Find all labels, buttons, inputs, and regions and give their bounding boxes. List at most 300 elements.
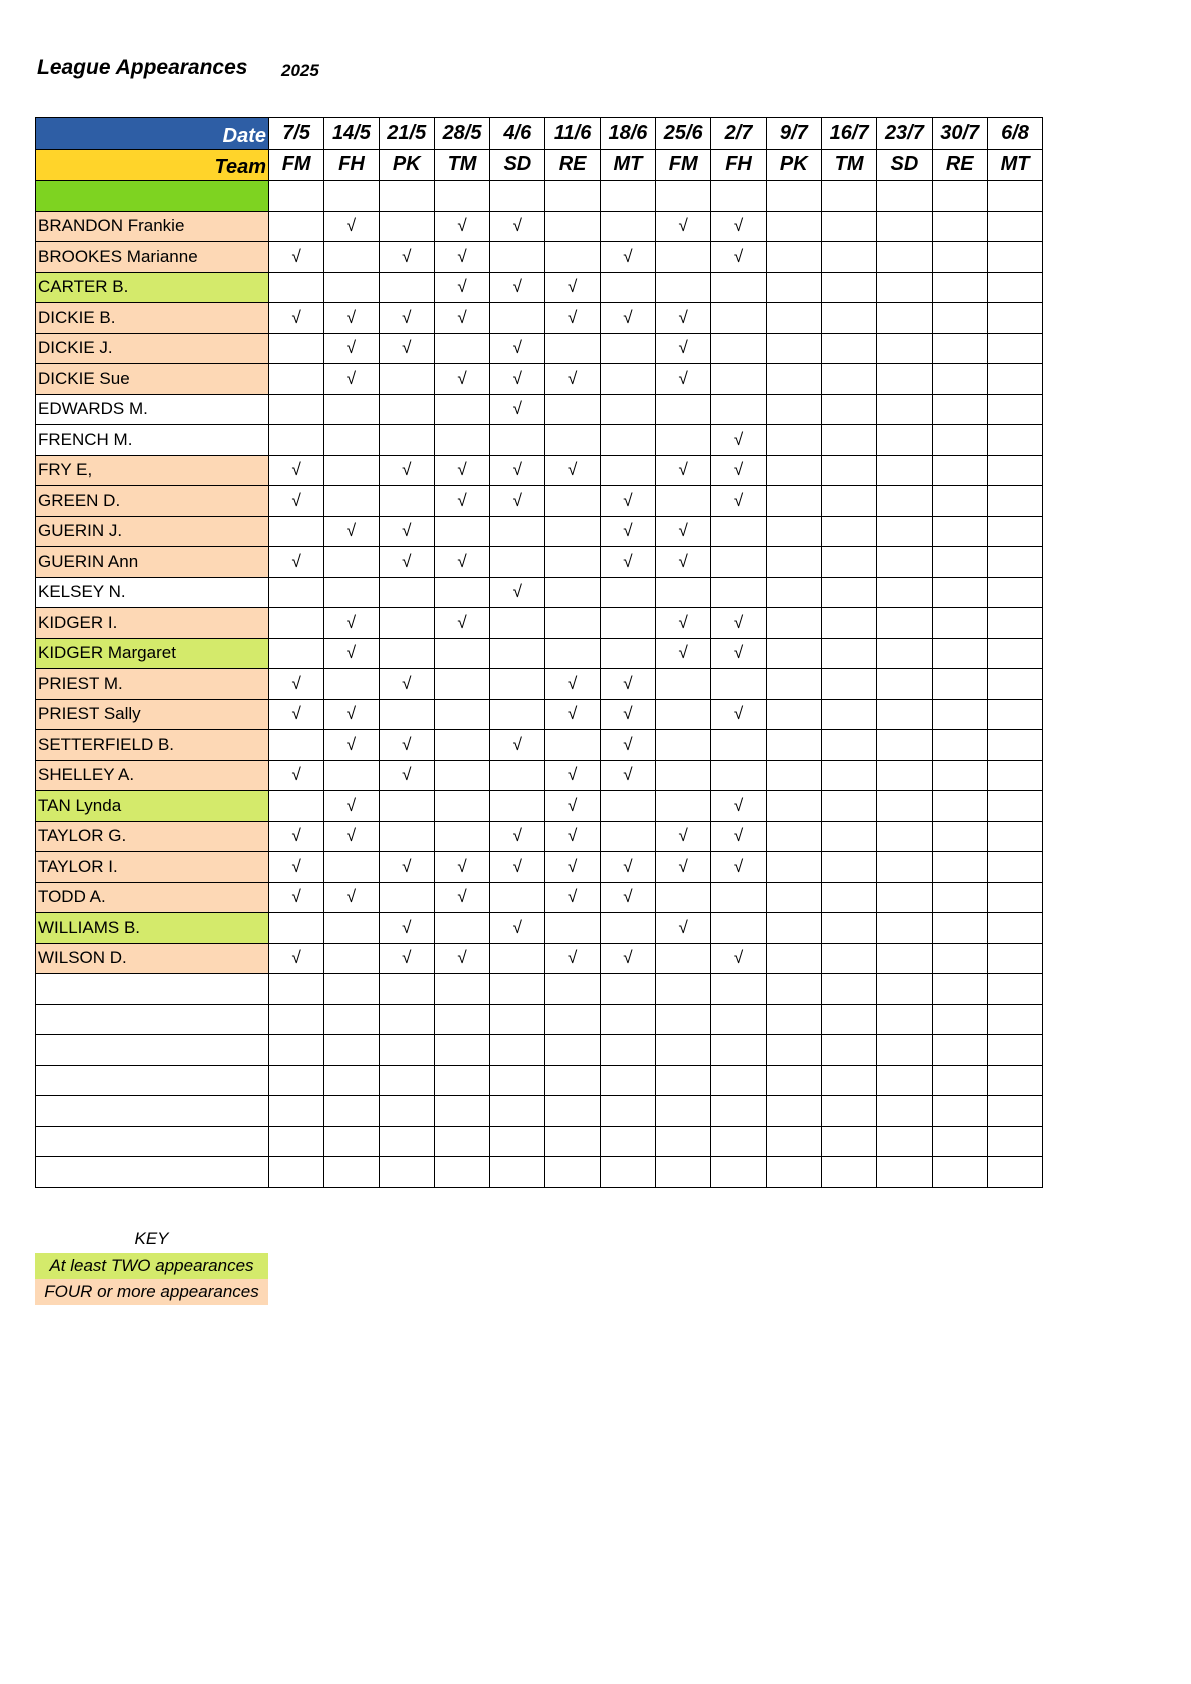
- appearance-cell: [600, 791, 655, 822]
- date-cell: 6/8: [987, 118, 1042, 150]
- appearance-cell: √: [379, 730, 434, 761]
- team-cell: MT: [600, 149, 655, 181]
- player-name: TAYLOR I.: [36, 852, 269, 883]
- appearance-cell: [324, 394, 379, 425]
- player-name: CARTER B.: [36, 272, 269, 303]
- spacer-cell: [36, 181, 269, 212]
- appearance-cell: [269, 394, 324, 425]
- appearance-cell: [821, 913, 876, 944]
- empty-cell: [656, 1065, 711, 1096]
- empty-cell: [821, 1065, 876, 1096]
- appearance-cell: √: [600, 943, 655, 974]
- date-cell: 2/7: [711, 118, 766, 150]
- appearance-cell: √: [434, 486, 489, 517]
- key-four-appearances: FOUR or more appearances: [35, 1279, 268, 1305]
- empty-cell: [490, 1004, 545, 1035]
- empty-name-cell: [36, 1004, 269, 1035]
- empty-cell: [932, 1157, 987, 1188]
- empty-cell: [877, 181, 932, 212]
- appearance-cell: √: [545, 943, 600, 974]
- player-name: BRANDON Frankie: [36, 211, 269, 242]
- player-name: PRIEST Sally: [36, 699, 269, 730]
- empty-cell: [324, 974, 379, 1005]
- appearance-cell: [877, 547, 932, 578]
- appearance-cell: √: [269, 303, 324, 334]
- appearance-cell: [490, 303, 545, 334]
- player-name: WILLIAMS B.: [36, 913, 269, 944]
- appearance-cell: [434, 760, 489, 791]
- appearance-cell: √: [600, 516, 655, 547]
- appearance-cell: [545, 730, 600, 761]
- appearance-cell: [821, 669, 876, 700]
- appearance-cell: √: [324, 364, 379, 395]
- date-cell: 21/5: [379, 118, 434, 150]
- appearance-cell: [600, 913, 655, 944]
- empty-cell: [711, 1096, 766, 1127]
- empty-cell: [434, 1035, 489, 1066]
- appearance-cell: [766, 547, 821, 578]
- empty-name-cell: [36, 1126, 269, 1157]
- appearance-cell: [877, 669, 932, 700]
- appearance-cell: [877, 638, 932, 669]
- empty-cell: [987, 1096, 1042, 1127]
- table-row: [36, 577, 1043, 608]
- appearance-cell: √: [600, 303, 655, 334]
- empty-cell: [711, 1157, 766, 1188]
- appearance-cell: [545, 333, 600, 364]
- appearance-cell: [932, 730, 987, 761]
- empty-cell: [711, 181, 766, 212]
- key-title: KEY: [134, 1229, 169, 1248]
- appearance-cell: √: [545, 791, 600, 822]
- empty-cell: [490, 1157, 545, 1188]
- appearance-cell: √: [545, 272, 600, 303]
- player-name: BROOKES Marianne: [36, 242, 269, 273]
- empty-cell: [821, 1035, 876, 1066]
- appearance-cell: [932, 394, 987, 425]
- empty-cell: [490, 1096, 545, 1127]
- appearance-cell: [987, 211, 1042, 242]
- date-cell: 28/5: [434, 118, 489, 150]
- appearance-cell: [821, 852, 876, 883]
- appearance-cell: [600, 425, 655, 456]
- player-name: FRENCH M.: [36, 425, 269, 456]
- appearance-cell: √: [379, 760, 434, 791]
- table-row: [36, 699, 1043, 730]
- appearance-cell: [711, 272, 766, 303]
- date-cell: 16/7: [821, 118, 876, 150]
- empty-cell: [877, 1004, 932, 1035]
- appearance-cell: [932, 303, 987, 334]
- date-cell: 23/7: [877, 118, 932, 150]
- table-row: [36, 242, 1043, 273]
- appearance-cell: √: [711, 242, 766, 273]
- appearance-cell: [711, 669, 766, 700]
- appearance-cell: √: [656, 455, 711, 486]
- appearance-cell: [766, 760, 821, 791]
- appearance-cell: √: [656, 516, 711, 547]
- blank-row: [36, 1035, 1043, 1066]
- appearance-cell: √: [711, 455, 766, 486]
- player-name: KELSEY N.: [36, 577, 269, 608]
- empty-cell: [600, 1004, 655, 1035]
- empty-cell: [379, 1065, 434, 1096]
- appearance-cell: [987, 272, 1042, 303]
- appearance-cell: [379, 791, 434, 822]
- empty-cell: [545, 181, 600, 212]
- table-row: [36, 791, 1043, 822]
- appearance-cell: [987, 699, 1042, 730]
- appearance-cell: [379, 364, 434, 395]
- date-cell: 14/5: [324, 118, 379, 150]
- empty-cell: [545, 1126, 600, 1157]
- empty-cell: [766, 974, 821, 1005]
- appearance-cell: [877, 333, 932, 364]
- appearance-cell: √: [490, 730, 545, 761]
- appearance-cell: [711, 333, 766, 364]
- appearance-cell: [821, 272, 876, 303]
- appearance-cell: √: [711, 852, 766, 883]
- appearance-cell: [821, 425, 876, 456]
- table-row: [36, 303, 1043, 334]
- empty-cell: [379, 1035, 434, 1066]
- appearance-cell: [766, 577, 821, 608]
- appearance-cell: [766, 455, 821, 486]
- table-row: [36, 669, 1043, 700]
- team-cell: RE: [545, 149, 600, 181]
- appearance-cell: [987, 669, 1042, 700]
- empty-cell: [600, 181, 655, 212]
- appearance-cell: [324, 242, 379, 273]
- appearance-cell: [324, 547, 379, 578]
- appearance-cell: √: [379, 455, 434, 486]
- empty-cell: [987, 1065, 1042, 1096]
- appearance-cell: [600, 455, 655, 486]
- appearance-cell: √: [545, 821, 600, 852]
- appearance-cell: [656, 730, 711, 761]
- page-title: League Appearances: [37, 56, 248, 79]
- appearance-cell: [821, 211, 876, 242]
- table-row: [36, 852, 1043, 883]
- player-name: DICKIE J.: [36, 333, 269, 364]
- appearance-cell: [656, 699, 711, 730]
- empty-cell: [600, 974, 655, 1005]
- appearance-cell: [490, 425, 545, 456]
- empty-cell: [269, 1035, 324, 1066]
- appearance-cell: [269, 577, 324, 608]
- appearance-cell: [269, 211, 324, 242]
- appearance-cell: [434, 699, 489, 730]
- appearance-cell: [434, 791, 489, 822]
- appearance-cell: [932, 486, 987, 517]
- appearance-cell: [877, 913, 932, 944]
- appearance-cell: [987, 913, 1042, 944]
- empty-cell: [877, 1157, 932, 1188]
- appearance-cell: [766, 211, 821, 242]
- appearance-cell: [545, 486, 600, 517]
- appearance-cell: √: [711, 608, 766, 639]
- appearance-cell: √: [656, 333, 711, 364]
- empty-name-cell: [36, 1065, 269, 1096]
- appearance-cell: [656, 272, 711, 303]
- appearance-cell: [711, 882, 766, 913]
- appearance-cell: √: [379, 516, 434, 547]
- appearance-cell: [987, 638, 1042, 669]
- appearance-cell: [877, 211, 932, 242]
- empty-cell: [932, 1065, 987, 1096]
- team-header-row: [36, 149, 1043, 181]
- table-row: [36, 608, 1043, 639]
- appearance-cell: [877, 760, 932, 791]
- empty-name-cell: [36, 1096, 269, 1127]
- appearance-cell: √: [600, 547, 655, 578]
- empty-cell: [324, 181, 379, 212]
- appearance-cell: √: [490, 455, 545, 486]
- appearance-cell: [324, 913, 379, 944]
- appearance-cell: [932, 760, 987, 791]
- empty-cell: [600, 1096, 655, 1127]
- empty-cell: [987, 181, 1042, 212]
- appearance-cell: [877, 943, 932, 974]
- appearance-cell: √: [269, 821, 324, 852]
- date-label: Date: [36, 118, 269, 150]
- appearance-cell: √: [434, 242, 489, 273]
- appearance-cell: [821, 364, 876, 395]
- appearance-cell: [324, 852, 379, 883]
- appearance-cell: [877, 425, 932, 456]
- player-name: SETTERFIELD B.: [36, 730, 269, 761]
- appearance-cell: √: [490, 821, 545, 852]
- appearance-cell: [821, 486, 876, 517]
- empty-name-cell: [36, 1157, 269, 1188]
- player-name: KIDGER Margaret: [36, 638, 269, 669]
- appearance-cell: √: [600, 242, 655, 273]
- empty-cell: [490, 974, 545, 1005]
- empty-cell: [600, 1035, 655, 1066]
- appearance-cell: √: [545, 882, 600, 913]
- appearance-cell: [711, 730, 766, 761]
- appearance-cell: [600, 821, 655, 852]
- blank-row: [36, 974, 1043, 1005]
- appearance-cell: √: [711, 699, 766, 730]
- appearance-cell: √: [711, 425, 766, 456]
- empty-cell: [324, 1004, 379, 1035]
- appearance-cell: √: [656, 547, 711, 578]
- appearance-cell: [711, 364, 766, 395]
- appearance-cell: √: [269, 882, 324, 913]
- appearance-cell: [269, 516, 324, 547]
- table-row: [36, 547, 1043, 578]
- player-name: DICKIE Sue: [36, 364, 269, 395]
- table-row: [36, 455, 1043, 486]
- empty-cell: [269, 181, 324, 212]
- appearance-cell: [766, 699, 821, 730]
- empty-cell: [434, 1004, 489, 1035]
- empty-cell: [877, 1126, 932, 1157]
- empty-cell: [656, 1126, 711, 1157]
- appearance-cell: [711, 547, 766, 578]
- appearance-cell: √: [600, 730, 655, 761]
- appearance-cell: √: [490, 364, 545, 395]
- empty-cell: [656, 1157, 711, 1188]
- player-name: TODD A.: [36, 882, 269, 913]
- appearance-cell: [545, 242, 600, 273]
- appearance-cell: [766, 943, 821, 974]
- appearance-cell: [877, 577, 932, 608]
- appearance-cell: [932, 333, 987, 364]
- appearance-cell: [269, 272, 324, 303]
- empty-cell: [932, 1035, 987, 1066]
- appearance-cell: [490, 791, 545, 822]
- appearance-cell: [766, 608, 821, 639]
- appearance-cell: [545, 394, 600, 425]
- empty-cell: [545, 1157, 600, 1188]
- appearances-table: [35, 117, 1043, 1188]
- appearance-cell: [600, 608, 655, 639]
- appearance-cell: [932, 852, 987, 883]
- appearance-cell: [932, 882, 987, 913]
- appearance-cell: √: [269, 760, 324, 791]
- empty-cell: [987, 1126, 1042, 1157]
- appearance-cell: √: [490, 486, 545, 517]
- appearance-cell: [932, 211, 987, 242]
- key-two-appearances: At least TWO appearances: [35, 1253, 268, 1279]
- appearance-cell: √: [656, 303, 711, 334]
- appearance-cell: [324, 577, 379, 608]
- appearance-cell: [932, 943, 987, 974]
- empty-cell: [490, 1035, 545, 1066]
- appearance-cell: [932, 913, 987, 944]
- appearance-cell: [821, 547, 876, 578]
- player-name: TAYLOR G.: [36, 821, 269, 852]
- appearance-cell: [821, 943, 876, 974]
- team-cell: FM: [269, 149, 324, 181]
- appearance-cell: √: [711, 791, 766, 822]
- appearance-cell: [379, 486, 434, 517]
- appearance-cell: [656, 943, 711, 974]
- empty-cell: [269, 1157, 324, 1188]
- appearance-cell: [269, 638, 324, 669]
- appearance-cell: √: [324, 821, 379, 852]
- appearance-cell: √: [324, 638, 379, 669]
- table-row: [36, 333, 1043, 364]
- appearance-cell: [656, 425, 711, 456]
- appearance-cell: √: [379, 242, 434, 273]
- appearance-cell: [877, 303, 932, 334]
- empty-cell: [324, 1035, 379, 1066]
- empty-cell: [821, 1096, 876, 1127]
- appearance-cell: [269, 608, 324, 639]
- empty-cell: [656, 974, 711, 1005]
- appearance-cell: [877, 821, 932, 852]
- appearance-cell: √: [324, 211, 379, 242]
- appearance-cell: [434, 913, 489, 944]
- table-row: [36, 638, 1043, 669]
- appearance-cell: √: [269, 486, 324, 517]
- appearance-cell: [987, 821, 1042, 852]
- empty-cell: [656, 1035, 711, 1066]
- empty-cell: [766, 1065, 821, 1096]
- empty-cell: [379, 1004, 434, 1035]
- table-row: [36, 821, 1043, 852]
- appearance-cell: [877, 394, 932, 425]
- empty-cell: [987, 1035, 1042, 1066]
- player-name: EDWARDS M.: [36, 394, 269, 425]
- spacer-row: [36, 181, 1043, 212]
- appearance-cell: [324, 943, 379, 974]
- appearance-cell: √: [490, 913, 545, 944]
- empty-cell: [434, 1126, 489, 1157]
- appearance-cell: √: [490, 272, 545, 303]
- empty-cell: [766, 1035, 821, 1066]
- appearance-cell: [656, 242, 711, 273]
- empty-cell: [324, 1065, 379, 1096]
- team-cell: FH: [711, 149, 766, 181]
- appearance-cell: [434, 821, 489, 852]
- blank-row: [36, 1004, 1043, 1035]
- appearance-cell: [821, 638, 876, 669]
- date-header-row: [36, 118, 1043, 150]
- appearance-cell: [600, 211, 655, 242]
- appearance-cell: [379, 638, 434, 669]
- table-row: [36, 211, 1043, 242]
- appearance-cell: √: [434, 364, 489, 395]
- appearance-cell: [545, 425, 600, 456]
- empty-cell: [600, 1126, 655, 1157]
- empty-cell: [379, 1096, 434, 1127]
- appearance-cell: [987, 852, 1042, 883]
- appearance-cell: [269, 730, 324, 761]
- appearance-cell: [932, 364, 987, 395]
- appearance-cell: √: [324, 699, 379, 730]
- appearance-cell: [821, 730, 876, 761]
- appearance-cell: [324, 760, 379, 791]
- appearance-cell: √: [324, 608, 379, 639]
- appearance-cell: √: [269, 699, 324, 730]
- appearance-cell: [711, 760, 766, 791]
- empty-cell: [877, 1065, 932, 1096]
- empty-cell: [545, 1004, 600, 1035]
- appearance-cell: [987, 547, 1042, 578]
- appearance-cell: √: [656, 608, 711, 639]
- empty-cell: [932, 974, 987, 1005]
- appearance-cell: √: [490, 577, 545, 608]
- empty-cell: [877, 1035, 932, 1066]
- appearance-cell: √: [434, 272, 489, 303]
- appearance-cell: [379, 699, 434, 730]
- appearance-cell: [987, 791, 1042, 822]
- appearance-cell: [379, 608, 434, 639]
- appearance-cell: [987, 333, 1042, 364]
- appearance-cell: [490, 547, 545, 578]
- appearance-cell: [932, 425, 987, 456]
- appearance-cell: √: [711, 943, 766, 974]
- player-name: SHELLEY A.: [36, 760, 269, 791]
- appearance-cell: [821, 882, 876, 913]
- appearance-cell: [379, 821, 434, 852]
- empty-cell: [600, 1157, 655, 1188]
- empty-cell: [711, 1126, 766, 1157]
- empty-cell: [324, 1157, 379, 1188]
- appearance-cell: √: [545, 852, 600, 883]
- appearance-cell: [987, 608, 1042, 639]
- team-cell: MT: [987, 149, 1042, 181]
- empty-cell: [379, 974, 434, 1005]
- appearance-cell: [490, 638, 545, 669]
- empty-cell: [987, 1157, 1042, 1188]
- appearance-cell: √: [434, 882, 489, 913]
- appearance-cell: √: [711, 638, 766, 669]
